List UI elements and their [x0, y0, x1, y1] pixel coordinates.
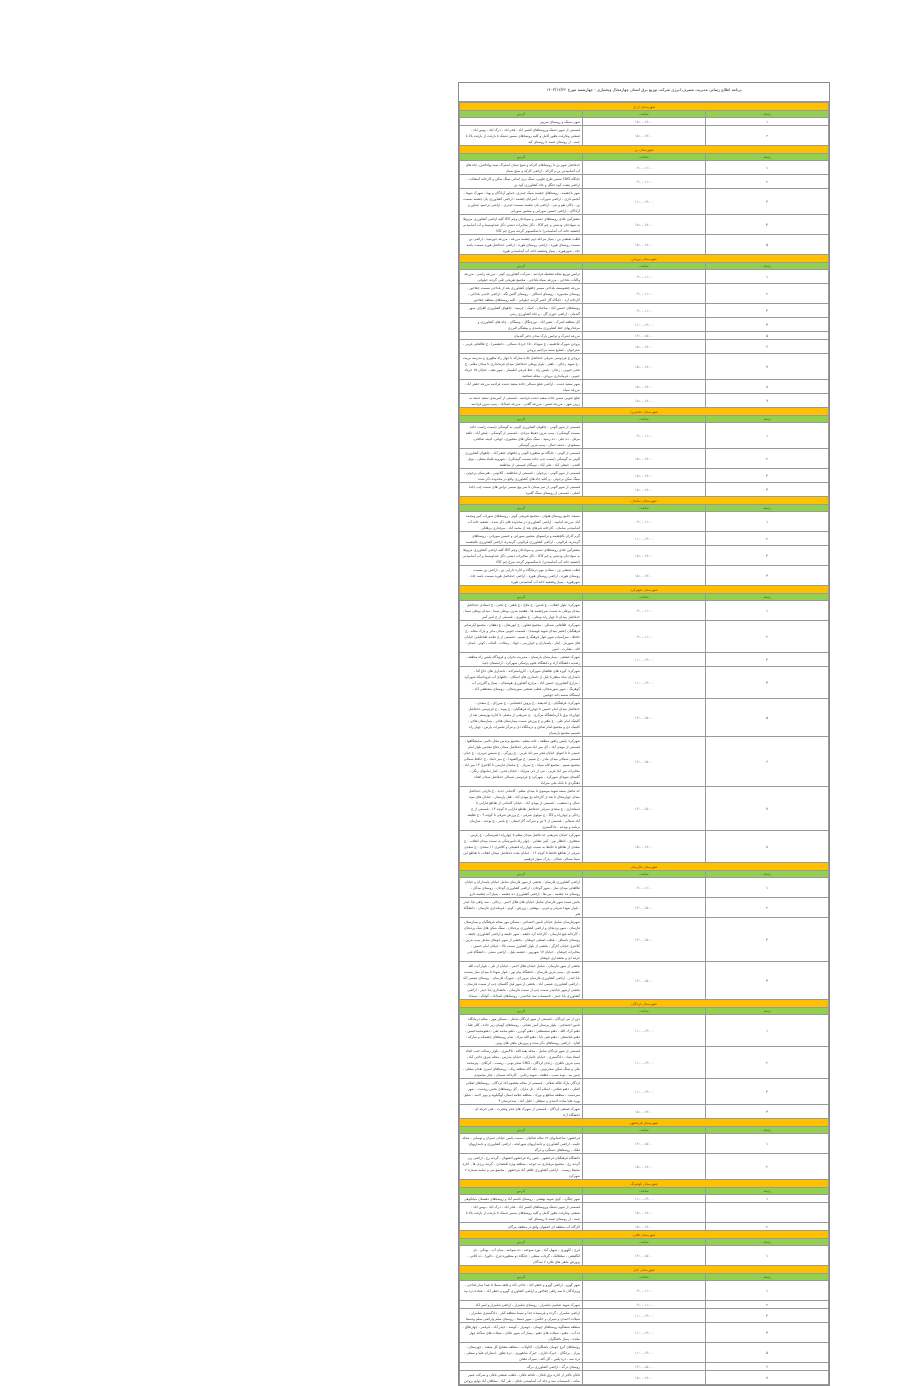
- table-row: [460, 1223, 829, 1231]
- header-address: آدرس: [460, 111, 583, 118]
- row-address: قسمتی از شهر دشتک وروستاهای اقسر اباد - فخر اباد - درک اباد - بهمن اباد . صنعتی وغارفت نطور کامل و کلیه روستاهای مسیر دشتک تا بازفت از بازفت بالا تا چمه - از روستای صمد تا روستای کید: [460, 1203, 583, 1223]
- row-number: ۷: [706, 1371, 829, 1385]
- row-time: ۱۱:۰۰-۱۳:۰۰: [583, 1015, 706, 1047]
- header-num: ردیف: [706, 505, 829, 512]
- header-address: آدرس: [460, 1239, 583, 1246]
- row-address: قسمتی از شهر لردگان شامل ، محله بقیه الله ، ۴۵متری ، بلوار رسالت جنب اتحاد استاد بنیاد ، دادگستری ، خیابان جانبازان ، خیابان مدرس ، محله شرق حاجی آباد ، پمپ بنزین ناظری ، زندان لردگان - CNG سحر نوبی - ریست - کرکلان - پیرمحمد علی و سنگ شکن سحرنوبی - چله گاه منطقه رنک ، روستاهای امیری نقدام سفلی - چمن بید - توبه سیب - فطعه - شهید رجایی - کارخانه سیمان - چنار محمودی: [460, 1047, 583, 1079]
- column-header-row: [460, 263, 829, 270]
- table-row: [460, 787, 829, 831]
- row-address: قسمتی از شهر آلونی - برجوئی - قسمتی از شاطعنه - کلاتونی - هنرستان برجوئی - سنگ شکن برجوئی - و کلیه چاه های کشاورزی واقع در محدوده ذکر شده: [460, 469, 583, 483]
- row-number: ۳: [706, 189, 829, 215]
- row-time: ۰۹:۰۰-۱۱:۰۰: [583, 601, 706, 621]
- table-row: [460, 699, 829, 737]
- row-number: ۲: [706, 621, 829, 653]
- row-number: ۶: [706, 737, 829, 787]
- section-header: [460, 103, 829, 111]
- row-address: شهرکرد: بلوار انقلاب - خ قدس - خ ملاح - خ باهنر - خ تختی - خ استادی حدفاصل میدان بوعلی به سمت سرچشمه ها - هفتمه مدرن بوعلی سینا - میدان بوعلی سینا - حدفاصل میدان تا چهار راه بوعلی - خ مطهری - قسمتی از خ امیر کبیر: [460, 601, 583, 621]
- table-row: [460, 1246, 829, 1266]
- row-number: ۱: [706, 1195, 829, 1203]
- header-address: آدرس: [460, 263, 583, 270]
- row-time: ۰۹:۰۰-۱۱:۰۰: [583, 270, 706, 284]
- table-row: [460, 898, 829, 918]
- row-number: ۵: [706, 699, 829, 737]
- table-row: [460, 667, 829, 699]
- row-time: ۱۵:۰۰-۱۷:۰۰: [583, 831, 706, 863]
- row-time: ۰۹:۰۰-۱۱:۰۰: [583, 423, 706, 449]
- row-number: ۷: [706, 787, 829, 831]
- row-address: شهرک صنعتی لردگان - قسمتی از شهرک های فجر وفجرت - فنی حرفه ای - دانشگاه آزاد: [460, 1105, 583, 1119]
- row-number: [706, 1203, 829, 1223]
- section-name: شهرستان فارسان: [460, 863, 829, 871]
- row-time: ۱۳:۰۰-۱۵:۰۰: [583, 332, 706, 340]
- header-time: ساعت: [583, 871, 706, 878]
- section-name: شهرستان بروجن: [460, 255, 829, 263]
- row-time: ۱۵:۰۰-۱۷:۰۰: [583, 449, 706, 469]
- table-row: [460, 161, 829, 175]
- column-header-row: [460, 1239, 829, 1246]
- row-number: ۲: [706, 1154, 829, 1180]
- row-number: ۱: [706, 601, 829, 621]
- table-row: [460, 235, 829, 255]
- column-header-row: [460, 871, 829, 878]
- row-address: شهرک صنعتی - بیمارستان پارسیان - مدیریت بحران و فرودگاه پلیس راه منطقه - رصدیه دانشگاه آزاد و دانشگاه علوم پزشکی شهرکرد - آرامستان جدید: [460, 653, 583, 667]
- row-number: ۳: [706, 469, 829, 483]
- row-address: شهرک شهید عباسی شلمزار - روستای شلمزار - اراضی شلمزار و امیر آباد: [460, 1301, 583, 1309]
- row-address: جایگاه CNG مسیر طرح طوبی، سنگ بری اسانی سنگ شکن و کارخانه آسفالت - اراضی پشت کوه جنگل و چاه کشاورزی کود بن: [460, 175, 583, 189]
- section-name: شهرستان شهرکرد: [460, 586, 829, 594]
- table-row: [460, 215, 829, 235]
- table-row: [460, 918, 829, 962]
- row-address: قسمتی از شهر دشتک وروستاهای اقسر اباد - فخر اباد - درک اباد - بهمن اباد . صنعتی وغارفت نطور کامل و کلیه روستاهای مسیر دشتک تا بازفت از بازفت بالا تا چمه - از روستای صمد تا روستای کید: [460, 126, 583, 146]
- row-number: ۳: [706, 546, 829, 566]
- table-row: [460, 566, 829, 586]
- header-time: ساعت: [583, 1127, 706, 1134]
- section-header: [460, 255, 829, 263]
- row-number: ۲: [706, 449, 829, 469]
- header-time: ساعت: [583, 111, 706, 118]
- section-name: شهرستان خانمیرزا: [460, 408, 829, 416]
- table-row: [460, 332, 829, 340]
- row-time: ۰۹:۰۰-۱۱:۰۰: [583, 621, 706, 653]
- table-row: [460, 380, 829, 394]
- row-time: ۱۵:۰۰-۱۷:۰۰: [583, 340, 706, 354]
- row-address: شهر دشتک و روستای سرپیر: [460, 118, 583, 126]
- row-time: ۰۹:۰۰-۱۱:۰۰: [583, 1301, 706, 1309]
- header-address: آدرس: [460, 505, 583, 512]
- table-row: [460, 270, 829, 284]
- row-number: ۳: [706, 1309, 829, 1323]
- row-address: حد فاصل بسته شهید موسوی تا میدان معلم - کاشانی جدید - خ فارابی حدفاصل میدان چهارمحال تا بعد از کارخانه یخ مهدی آباد - هتل پارسیان - خیابان های سید جمال و دستغیب - قسمتی از مهدی آباد - خیابان کاشانی از تقاطع فارابی تا استانداری - خ سعدی شرقی حدفاصل تقاطع فارابی تا کوچه ۱۳ - قسمتی از خ رجائی و چهارراه و لاکا - خ مولوی شرقی - خ ورزش شرقی تا کوچه ۹ - خ طلیقه آباد شمالی - قسمتی از ۷ تیر و شرکت گاز استان - خ یاسر - خ توحید - سازمان برنامه و بودجه - دادگستری: [460, 787, 583, 831]
- table-row: [460, 546, 829, 566]
- row-number: ۶: [706, 1363, 829, 1371]
- row-address: دین از می لردگان - قسمتی از شهر لردگان شامل - مسکن مهر - محله درمانگاه تامین اجتماعی ، بلوار پرستار آتش نشانی - روستاهای کهمان زیر جاده ، کلار علیا ، دهنو کرک الله - دهنو شنسطنی ، دهنو گودرز ، دهنو محمد تقی - دهنومحمدحسین ، دهنو عباسعلی - دهنو تقی بابا - دهنو الله مراد ، تمام روستاهای چشمکه و مبارکه - لفارد - اراضی روستاهای ذکر شده و پرورش ماهی های پونی: [460, 1015, 583, 1047]
- row-time: ۱۵:۰۰-۱۷:۰۰: [583, 126, 706, 146]
- section-name: شهرستان بن: [460, 146, 829, 154]
- section-name: شهرستان کیار: [460, 1266, 829, 1274]
- header-num: ردیف: [706, 871, 829, 878]
- section-name: شهرستان اردل: [460, 103, 829, 111]
- row-time: ۱۳:۰۰-۱۵:۰۰: [583, 918, 706, 962]
- header-time: ساعت: [583, 1008, 706, 1015]
- row-time: ۱۵:۰۰-۱۷:۰۰: [583, 1154, 706, 1180]
- table-row: [460, 449, 829, 469]
- header-num: ردیف: [706, 1239, 829, 1246]
- row-time: ۱۱:۰۰-۱۳:۰۰: [583, 318, 706, 332]
- row-address: قسمتی از شهر آلونی - چاههای کشاورزی آلونی به گوشکی (سمت راست جاده بسمت گوشکی) - پمپ بنزین حفیظ مرادی - قسمتی از گوشکی - فیض آباد - قلعه مرغل - ده علی - ده رشید - سنگ شکن های منصوری، جهانی، ادیبند صالحی، مسعودی - دشته جمال - پمپ بنزین گوشکی: [460, 423, 583, 449]
- row-time: ۰۹:۰۰-۱۱:۰۰: [583, 175, 706, 189]
- column-header-row: [460, 1008, 829, 1015]
- header-num: ردیف: [706, 594, 829, 601]
- header-num: ردیف: [706, 111, 829, 118]
- row-time: ۱۵:۰۰-۱۷:۰۰: [583, 483, 706, 497]
- row-number: ۲: [706, 898, 829, 918]
- row-time: ۱۵:۰۰-۱۷:۰۰: [583, 1223, 706, 1231]
- table-row: [460, 532, 829, 546]
- table-row: [460, 601, 829, 621]
- column-header-row: [460, 505, 829, 512]
- column-header-row: [460, 416, 829, 423]
- row-time: ۱۵:۰۰-۱۷:۰۰: [583, 546, 706, 566]
- row-address: قطب صنعتی بن - ستادن مهر درمانگاه و اداره دارایی بن - اراضی بن بسمت روستای هوره - اراضی روستای هوره - اراضی حدفاصل هوره بسمت یاسه چاه - شهرهوره - پمپاژ وتصفیه خانه آب آشامیدنی هوره: [460, 566, 583, 586]
- row-address: گرم کاران بالچشمه و ترانسهای منصور سورانی و حسین سورانی - روستاهای گرمدره، قرالوتی - اراضی کشاورزی قرالوتی، گرمدره، اراضی کشاورزی بالچشمه: [460, 532, 583, 546]
- table-row: [460, 1301, 829, 1309]
- row-address: روستاهای حسین آباد - ساحبان - کمک - چرمیه - چاههای کشاورزی اطراف شهر گندمان - اراضی حوزی گل - و چاه کشاورزی رشی: [460, 304, 583, 318]
- row-number: ۳: [706, 653, 829, 667]
- row-number: ۱: [706, 161, 829, 175]
- header-address: آدرس: [460, 594, 583, 601]
- header-address: آدرس: [460, 871, 583, 878]
- row-time: ۱۱:۰۰-۱۳:۰۰: [583, 1343, 706, 1363]
- header-address: آدرس: [460, 1274, 583, 1281]
- row-number: ۴: [706, 483, 829, 497]
- header-time: ساعت: [583, 1239, 706, 1246]
- row-number: ۷: [706, 354, 829, 380]
- section-header: [460, 146, 829, 154]
- row-address: مزرعه اشرک و ترانس پارک سادر دختر گندمان: [460, 332, 583, 340]
- table-row: [460, 831, 829, 863]
- row-number: ۱: [706, 1281, 829, 1301]
- column-header-row: [460, 111, 829, 118]
- row-number: ۱: [706, 1134, 829, 1154]
- row-address: شهرکرد: فرهنگیان - خ اندیشه - خ پروین اعتصامی - خ میرزای - خ سعدی - حدفاصل میدان امام حسین تا چهارراه فرهنگیان - خ پیوند - خ فردوسی حدفاصل چهارراه برق تا آرمانشگاه مرکزی - خ شریعتی از مصلی تا اداره بهزیستی بعد از کلینیک امام علی - خ باهنر و خ ورزش سمت بیمارستان هاجر - بیمارستان هاجر - کلینیک دی و مجتمع امام صادق و درمانگاه دی و مرکز تعمیرات پارس - چهار راه تصمیم مجتمع پارسیان: [460, 699, 583, 737]
- row-time: ۱۵:۰۰-۱۷:۰۰: [583, 354, 706, 380]
- section-name: شهرستان فلارد: [460, 1231, 829, 1239]
- row-time: ۱۱:۰۰-۱۳:۰۰: [583, 653, 706, 667]
- row-number: ۲: [706, 1301, 829, 1309]
- section-name: شهرستان کوهرنگ: [460, 1180, 829, 1188]
- section-header: [460, 497, 829, 505]
- table-row: [460, 1134, 829, 1154]
- row-number: ۲: [706, 175, 829, 189]
- row-time: ۰۹:۰۰-۱۱:۰۰: [583, 304, 706, 318]
- row-time: ۱۵:۰۰-۱۷:۰۰: [583, 1105, 706, 1119]
- row-address: مشترکین عادی روستاهای دشتی و سوادجان وچم کاکا کلیه اراضی کشاورزی مربوط به سوادجان ودشتی و چم کاکا - دکل مخابرات دشتی دکل صداوسیما و آب آشامیدنی (تصفیه خانه آب آشامیدنی) تا سکسیونر گردنه سرخ چم کاکا: [460, 546, 583, 566]
- section-header: [460, 1000, 829, 1008]
- table-row: [460, 1195, 829, 1203]
- row-address: قطب صنعتی بن - پمپاژ مرحله دوم چشمه مزرعه - مزرعه جورشید - اراضی بن بسمت روستای هوره - اراضی روستای هوره - اراضی حدفاصل هوره بسمت یاسه چاه - شهرهوره - پمپاژ وتصفیه خانه آب آشامیدنی هوره: [460, 235, 583, 255]
- row-address: بخش عمده شهر فارسان شامل خیابان های هلال احمر ، رجائی ، سه راهی بابا حیدر ، بلوار شهدا شرقی و غربی ، بهشتی ، ورزش ، کوثر ، فرمانداری فارسان - دانشگاه هنر: [460, 898, 583, 918]
- row-number: ۲: [706, 284, 829, 304]
- table-row: [460, 1343, 829, 1363]
- row-number: ۳: [706, 1079, 829, 1105]
- document-title: برنامه اطلاع رسانی مدیریت مصرف انرژی شرکت توزیع برق استان چهارمحال وبختیاری - چهارشنبه مورخ ۱۴۰۳/۱۲/۲۲: [459, 83, 829, 102]
- row-address: شهر سفید دشت - اراضی ضلع شمالی جاده سفید دشت فرادنبه مزرعه جعفر آباد - مزرعه سیاه: [460, 380, 583, 394]
- header-address: آدرس: [460, 1008, 583, 1015]
- section-name: شهرستان سامان: [460, 497, 829, 505]
- row-time: ۱۳:۰۰-۱۵:۰۰: [583, 1363, 706, 1371]
- column-header-row: [460, 154, 829, 161]
- row-time: ۱۱:۰۰-۱۳:۰۰: [583, 1309, 706, 1323]
- row-time: ۱۵:۰۰-۱۷:۰۰: [583, 469, 706, 483]
- row-number: ۵: [706, 332, 829, 340]
- row-time: ۰۹:۰۰-۱۱:۰۰: [583, 512, 706, 532]
- row-number: ۸: [706, 380, 829, 394]
- row-address: فرخشهر: ساختمانهای ۲۲ ساله فدائیان - سمت یاسن خیابان جمران و توسلی - محله جلیبه - اراضی کشاورزی و دامداریهای شهرابجه - اراضی کشاورزی و دامداریهای دهک - روستاهای دستگرد و درگه: [460, 1134, 583, 1154]
- table-row: [460, 1079, 829, 1105]
- table-row: [460, 1371, 829, 1385]
- row-time: ۱۵:۰۰-۱۷:۰۰: [583, 380, 706, 394]
- table-row: [460, 284, 829, 304]
- header-time: ساعت: [583, 594, 706, 601]
- row-number: ۲: [706, 1047, 829, 1079]
- row-time: ۰۹:۰۰-۱۱:۰۰: [583, 161, 706, 175]
- row-number: ۶: [706, 340, 829, 354]
- row-address: روستای درگه - اراضی کشاورزی درگه: [460, 1363, 583, 1371]
- row-address: اراضی شلمزار - گرده و فرسینده جدا و سیما منطقه کیار - دادگستری شلمزار - شیلات احمدی و شیران و حکمی - شهر دستنا - روستای سلم واراضی سلم ودستنا: [460, 1309, 583, 1323]
- row-number: ۸: [706, 831, 829, 863]
- header-num: ردیف: [706, 1008, 829, 1015]
- row-time: ۰۹:۰۰-۱۱:۰۰: [583, 284, 706, 304]
- row-number: ۵: [706, 235, 829, 255]
- section-header: [460, 1231, 829, 1239]
- table-row: [460, 653, 829, 667]
- table-row: [460, 962, 829, 1000]
- table-row: [460, 1203, 829, 1223]
- row-number: ۴: [706, 667, 829, 699]
- row-number: ۱: [706, 512, 829, 532]
- row-number: ۱: [706, 1246, 829, 1266]
- header-time: ساعت: [583, 416, 706, 423]
- table-row: [460, 621, 829, 653]
- row-time: ۱۵:۰۰-۱۷:۰۰: [583, 566, 706, 586]
- table-row: [460, 304, 829, 318]
- row-time: ۱۳:۰۰-۱۵:۰۰: [583, 898, 706, 918]
- row-number: ۴: [706, 1105, 829, 1119]
- table-row: [460, 1309, 829, 1323]
- row-time: ۱۵:۰۰-۱۷:۰۰: [583, 118, 706, 126]
- row-time: ۱۳:۰۰-۱۵:۰۰: [583, 1246, 706, 1266]
- table-row: [460, 189, 829, 215]
- row-address: لردگان پارک فلکه صلاتی - قسمتی از محله معصوم آباد لردگان - روستاهای صلاتی اصلی - دهنو صلاتی - اسلام آباد - تل ماران - کل روستاهای بخش رودشت - شهر سردشت - منطقه ساطع و نوراد - منطقه علامه استان کهگیلویه و بویر احمد - شلیل بهره علیا مباده احمدی و سطلی - خلیل آباد - سدخرسان ۴: [460, 1079, 583, 1105]
- row-time: ۱۱:۰۰-۱۳:۰۰: [583, 1195, 706, 1203]
- table-row: [460, 340, 829, 354]
- row-number: ۲: [706, 532, 829, 546]
- row-address: قسمتی از آلونی - جایگاه نو منظوره آلونی و چاههای جعفر آباد - چاههای کشاورزی آلونی به گوشکی (سمت چپ جاده بسمت گوشکی) - شهرویه غلیاء سفلی - نوتل العدم - حیطی آباد - علی آباد - نومگان قسمتی از شاطعنه: [460, 449, 583, 469]
- section-header: [460, 1266, 829, 1274]
- row-address: مسجد جامع روستای هلوان - مجتمع تفریحی کوثر - روستاهای شوراب کبیر ومحمد آباد، مزرعه امامیه - اراضی کشاورزی در محدوده های ذکر شده - تصفیه خانه آب آشامیدنی سامان - کارخانه قیرهای بعد از محمد آباد - مرغداری برهلکی: [460, 512, 583, 532]
- outage-table: [459, 102, 829, 1385]
- row-address: مشترکین عادی روستاهای دشتی و سوادجان وچم کاکا کلیه اراضی کشاورزی مربوط به سوادجان ودشتی و چم کاکا - دکل مخابرات دشتی دکل صداوسیما و آب آشامیدنی (تصفیه خانه آب آشامیدنی) تا سکسیونر گردنه سرخ چم کاکا: [460, 215, 583, 235]
- table-row: [460, 1363, 829, 1371]
- row-time: ۱۳:۰۰-۱۵:۰۰: [583, 1134, 706, 1154]
- header-address: آدرس: [460, 154, 583, 161]
- row-time: ۱۳:۰۰-۱۵:۰۰: [583, 699, 706, 737]
- row-address: قسمتی از شهر آلونی از سر میدان تا سر پیچ سیمی تراس های سمت چپ جاده اصلی - قسمتی از روستای سنگ گفیره: [460, 483, 583, 497]
- row-number: ۱: [706, 423, 829, 449]
- row-address: روستاهای کرج جهمان باصلگران - آقاولات - منطقه مشایخ کل منشد - جهرستان - پیراز - برجگان - جبرک اتاری - جبرک شاهپوری - دره تعلق - اشتاران علیا و سفلی - دره سه - دره پلس - کل کله - سیرک دهجن: [460, 1343, 583, 1363]
- row-number: ۱: [706, 878, 829, 898]
- header-num: ردیف: [706, 416, 829, 423]
- row-address: شهر گهرو - اراضی گهرو و جعفر آباد - حاجی آباد و قلعه سملا تا عبدا سار بلداجی - وزیرادگان تا سه راهی چغاخور و اراضی کشاورزی گهرو و جعفر آباد - عماده درد بید -: [460, 1281, 583, 1301]
- row-time: ۰۹:۰۰-۱۱:۰۰: [583, 1281, 706, 1301]
- header-time: ساعت: [583, 1188, 706, 1195]
- table-row: [460, 737, 829, 787]
- row-number: ۴: [706, 566, 829, 586]
- row-number: ۲: [706, 126, 829, 146]
- table-row: [460, 126, 829, 146]
- row-number: ۳: [706, 304, 829, 318]
- row-address: شهر باجشمه ، روستاهای چشمه شیک حیدری، چماور آزادگان و بهنا - شهرک شهدا - آبجمو داری - اراضی شوراب - آسرایان چشمه - اراضی کشاورزی یان چشمه بسمت بن - دکان نقو و بنی - اراضی بان چشمه بسمت حیدری - اراضی ترجمو، چماور و آزادگان - اراضی حسین سورانی و منصور سورانی: [460, 189, 583, 215]
- section-header: [460, 1180, 829, 1188]
- row-address: دانشگاه فرهنگیان فرخشهر - بلس راه فرخشهر اصفهان - گردنه رخ - اراضی زیر گردنه رخ - مجتمع مرغداری به جوجه - منطقه ویژه اقتصادی - گردنه زردی ها - اداره محیط زیست - اراضی کشاورزی ظاهر آباد فرخشهر - مجتمع نبی و سامه شماره ۲ شهرکرد: [460, 1154, 583, 1180]
- row-number: ۲: [706, 1223, 829, 1231]
- header-num: ردیف: [706, 1274, 829, 1281]
- table-row: [460, 483, 829, 497]
- section-header: [460, 408, 829, 416]
- row-number: ۴: [706, 1323, 829, 1343]
- row-address: ترانس توزیع محله تفضیله فرادنبه - شرکت کشاورزی کوثر - مزرعه راشی - مزرعه واکنات بلداجی - مزرعه سیاه بلداجی - مجتمع تفریحی تلنی گردنه حیلوانی: [460, 270, 583, 284]
- table-row: [460, 354, 829, 380]
- row-number: ۵: [706, 1343, 829, 1363]
- row-time: ۱۵:۰۰-۱۷:۰۰: [583, 235, 706, 255]
- row-address: شهر چلگرد - کوی شهید بهشتی - روستای قاسم آباد و روستاهای دهستان میانکوهی: [460, 1195, 583, 1203]
- outage-schedule-document: [458, 82, 830, 1386]
- row-address: بروجن خ فردوسی شرقی حدفاصل جاده مبارکه تا چهار راه مطهری و مدرسه تربیت - خ شهید رجائی - باهنر - بلوار بوعلی حدفاصل میدان فرمانداری تا میدان معلم - خ تختی جنوبی - زندان - بلنس راه - خط فرعی اقلیسار - شهر نقنه - خیابان ۱۵ خرداد جنوبی - فرمانداری بروجن - محله صناعیه: [460, 354, 583, 380]
- header-num: ردیف: [706, 1188, 829, 1195]
- row-address: حدفاصل شهر بن تا روستاهای کارکه و شیخ شبان اشتراک سید بهاءالدین، چاه های آب آشامیدنی بن و کارکه - اراضی کارکه و شیخ شبان: [460, 161, 583, 175]
- row-number: ۱: [706, 118, 829, 126]
- row-time: ۱۱:۰۰-۱۳:۰۰: [583, 1323, 706, 1343]
- table-row: [460, 512, 829, 532]
- table-row: [460, 469, 829, 483]
- column-header-row: [460, 1127, 829, 1134]
- row-time: ۱۵:۰۰-۱۷:۰۰: [583, 1203, 706, 1223]
- row-number: ۱: [706, 1015, 829, 1047]
- column-header-row: [460, 594, 829, 601]
- section-name: شهرستان فرخشهر: [460, 1119, 829, 1127]
- row-time: ۱۳:۰۰-۱۵:۰۰: [583, 962, 706, 1000]
- row-address: فرح - کلهوری - سهیل آباد - بورد سوخته - ده سوخته - میان آب - یونکی - تل انگلیشی - سلطانک - گرداب سفلی - جایگاه دو منظوره فرح - دالوزا - ده کلانی - پرورش ماهی های فلارد ۶ سدگان: [460, 1246, 583, 1266]
- row-time: ۱۳:۰۰-۱۵:۰۰: [583, 787, 706, 831]
- table-row: [460, 1105, 829, 1119]
- row-number: ۱: [706, 270, 829, 284]
- table-row: [460, 175, 829, 189]
- table-row: [460, 1154, 829, 1180]
- row-address: شهرفارسان شامل خیابان تامین اجتماعی ، مسکن مهر محله فرهنگیان و بیمارستان فارسان - شهر پردنجان و اراضی کشاورزی پردنجان - سنگ شکن های شک پردنجان - کارخانه قیع فارسان - کارخانه آرد جلیقه - شهر جلیقه و اراضی کشاورزی جلیقه - روستای باستاف - قطب صنعتی جونقان - بخشی از شهر جونقان شامل پمپ بنزین - کلانتری خیابان کارگر - بخشی از بلوار کشاورز سمت بالا - خیابان امام حسین - مخابرات جونقان - خیابان ۱۷ شهریور - چشمه پلیل - اراضی سنتی - دانشگاه فنی حرفه ای و بخشداری جونقان: [460, 918, 583, 962]
- column-header-row: [460, 1188, 829, 1195]
- row-address: منطقه ششگوه روستاهای چهمان - جهمزار - کوشه - حیدر آباد - قرغمر - چهارطاق - ده آب - دهنو - شیلات های دهنو - پمپاژ آب شهر ناغان - شیلات های ساکنه چهار محده - پمپاژ باصلگران: [460, 1323, 583, 1343]
- row-address: ضلع جنوبی مسیر جاده سفید دشت فرادنبه - قسمتی از کمربندی سفید دشته به زرین شهر - مزرعه عبس - مزرعه گلانی - مزرعه اسدآباد - پمپ بنزین فرادنبه: [460, 394, 583, 408]
- row-address: بخشی از شهر فارسان ، شامل خیابان هلال احمر ، خیابان از تلی ، بلوار آیت الله جشمه ای ، پمپ بنزین فارسان ، دانشگاه پیام نور ، بلوار شهدا تا میدان نماز بسمت بابا حیدر - اراضی کشاورزی فارسان مرور ای - شهرک فارسان - روستای عیسی آباد - اراضی کشاورزی عیسی آباد - بخشی از شهر قبل گلستان چپ از سمت فارسان - بخشی ازشهر باباحیدر سمت چپ از سمت فارسان - بخشداری بابا حیدر - اراضی کشاورزی بابا حیدر - تاسیسات سد باباحیدر - روستاهای اسدآباد - کوانک - سیدابا: [460, 962, 583, 1000]
- row-time: ۱۵:۰۰-۱۷:۰۰: [583, 215, 706, 235]
- row-time: ۱۵:۰۰-۱۷:۰۰: [583, 1371, 706, 1385]
- row-time: ۱۱:۰۰-۱۳:۰۰: [583, 189, 706, 215]
- table-row: [460, 1281, 829, 1301]
- row-number: ۴: [706, 318, 829, 332]
- section-header: [460, 863, 829, 871]
- row-address: کل منطقه اشرک - نصیر آباد - نورچنگال - وستگان - چاه های کشاورزی و مرغداریهای خط کشاورزی محمدی و پیشگام البرزی: [460, 318, 583, 332]
- header-time: ساعت: [583, 505, 706, 512]
- table-row: [460, 318, 829, 332]
- section-header: [460, 586, 829, 594]
- header-num: ردیف: [706, 1127, 829, 1134]
- table-row: [460, 118, 829, 126]
- table-row: [460, 394, 829, 408]
- row-address: کارگاه آب منطقه ای اصفهان واقع در منطقه بیرگان: [460, 1223, 583, 1231]
- table-row: [460, 1047, 829, 1079]
- table-row: [460, 1323, 829, 1343]
- row-time: ۱۱:۰۰-۱۳:۰۰: [583, 532, 706, 546]
- row-number: ۳: [706, 918, 829, 962]
- row-number: ۴: [706, 962, 829, 1000]
- row-address: اراضی کشاورزی فارسان - بخشی از شهر فارسان شامل خیابان پاسداران و خیابان طالقانی میدان نماز - شهر گوجان - اراضی کشاورزی گوجان - روستای بیدکل - روستای ده چشمه - بیر بقا - اراضی کشاورزی ده چشمه - پمپاژ آب چشمه دارو: [460, 878, 583, 898]
- header-time: ساعت: [583, 154, 706, 161]
- section-name: شهرستان لردگان: [460, 1000, 829, 1008]
- row-time: ۱۳:۰۰-۱۵:۰۰: [583, 737, 706, 787]
- row-address: شهرکرد: کوره های طلشان شهرکرد - کارواستراحه - دامداری های حاج آقا - دامداران شاه منظر تا قبل از دامداری های اسکان - چاههای آب فروداشکه شهرکرد - مزارع کشاورزی حسین آباد - مزارع کشاورزی هوشجان - پمپاژ و گلرزنی آب کوهرنگ - شهر سورشجان، قطب صنعتی سورشجان - روستای مصطفی آباد - ایستگاه سسه دانه جهانبین: [460, 667, 583, 699]
- row-time: ۱۱:۰۰-۱۳:۰۰: [583, 1079, 706, 1105]
- header-address: آدرس: [460, 1188, 583, 1195]
- header-address: آدرس: [460, 416, 583, 423]
- row-time: ۱۱:۰۰-۱۳:۰۰: [583, 667, 706, 699]
- header-address: آدرس: [460, 1127, 583, 1134]
- table-row: [460, 878, 829, 898]
- table-row: [460, 423, 829, 449]
- row-address: شهرکرد خیابان شریعتی حد فاصل میدان معلم تا چهارراه دامپزشکی - خ پارس - منتظری - انتظار نور - آیتی نشانی - چهار راه دامپزشکی به سمت میدان انقلاب - خ سعدی از تقاطع تا حافظ به سمت چهار راه فضیحی و کلانتری ۱۱ سعدی - خ سعدی شرقی از تقاطع حافظ تا کوچه ۱۶ - خیابان ملت حدفاصل میدان انقلاب تا تقاطع ابن سینا شمالی عیادان - پارک سوار فرهنیم: [460, 831, 583, 863]
- header-time: ساعت: [583, 263, 706, 270]
- row-time: ۱۱:۰۰-۱۳:۰۰: [583, 1047, 706, 1079]
- row-number: ۴: [706, 215, 829, 235]
- row-address: شهرکرد: پلیس راهور منطقه ، خانه معلم ، مجتمع برندس محل دائمی نمایشگاهها ، قسمتی از مهدی آباد - کل میر اباد شرقی حدفاصل میدان دفاع مقدس بلوار امام خمینی تا تا انتهای خیابان فجر میر اباد غربی - خ روزگی - خ شمس تبریزی - خ خیام - قسمتی شمالی میدان مادر - خ نسیم - خ نورالشهدا - خ میر داماد - خ حافظ شمالی مجتمع نسیم - مجتمع لاله سپاه - خ سرباز - خ سلمان فارسی تا کلانتری ۱۳ میر اباد - مخابرات میر اباد غربی - نبی از حی میراباد - خیابان غدیر ، ایثار تمامهای رنگی - گلستان شهدای شهرکرد - شهرکرد خ فردوسی شمالی حدفاصل میدان اهداء دهنگردی تا بانک ملی میراباد: [460, 737, 583, 787]
- row-time: ۰۹:۰۰-۱۱:۰۰: [583, 878, 706, 898]
- header-num: ردیف: [706, 263, 829, 270]
- row-time: ۱۵:۰۰-۱۷:۰۰: [583, 394, 706, 408]
- section-header: [460, 1119, 829, 1127]
- header-time: ساعت: [583, 1274, 706, 1281]
- row-address: بروجن شهرک فاطمیه - خ شهداء - ۱۵ خرداد شمالی - دانشسرا - خ طالقانی غربی - شترخوان - صنایع سمه مزاحیم بروجن: [460, 340, 583, 354]
- row-address: ناغان بالاتر از اداره برق ناغان - تاغانه ناغان - قطب صنعتی ناغان و شرکت عمیر سانه - تاسیسات سه و چاه آب آشامیدنی ناغان - تلی آباد - سلطان آباد توابع بروجن: [460, 1371, 583, 1385]
- table-row: [460, 1015, 829, 1047]
- row-address: شهرکرد: طالقانی شمالی - مجتمع تشاور - خ ابوریحان - خ دهقان - مجتمع آپارتمانی فرهنگیان (عصر میدان شهید فهمیده) - قسمت جنوبی میدان مادر و پارک محله - خ حافظ - سرآسیاب شهر بلوار فرهنگ خ نسیم - قسمتی از خ علامه طباطبایی خیابان های شهریار - ایثار ، پاسداران و خوارزمی - جهاد - رسالت - آفتاب - کوثر - ایمان - لاله - بشارت - امین: [460, 621, 583, 653]
- header-num: ردیف: [706, 154, 829, 161]
- row-address: مزرعه چشوبسته بلداجی مسیر چاههای کشاورزی بعد از بلداجی بسمت چغاخور - روستای محموره - روستای اشکاف - روستای گلش نگه - اراضی حاشی بلداجی - کارخانه آرد - جایگاه گاز اعمر گردنه حیلوانی - کلیه روستاهای منطقه چغاخور: [460, 284, 583, 304]
- column-header-row: [460, 1274, 829, 1281]
- row-number: ۹: [706, 394, 829, 408]
